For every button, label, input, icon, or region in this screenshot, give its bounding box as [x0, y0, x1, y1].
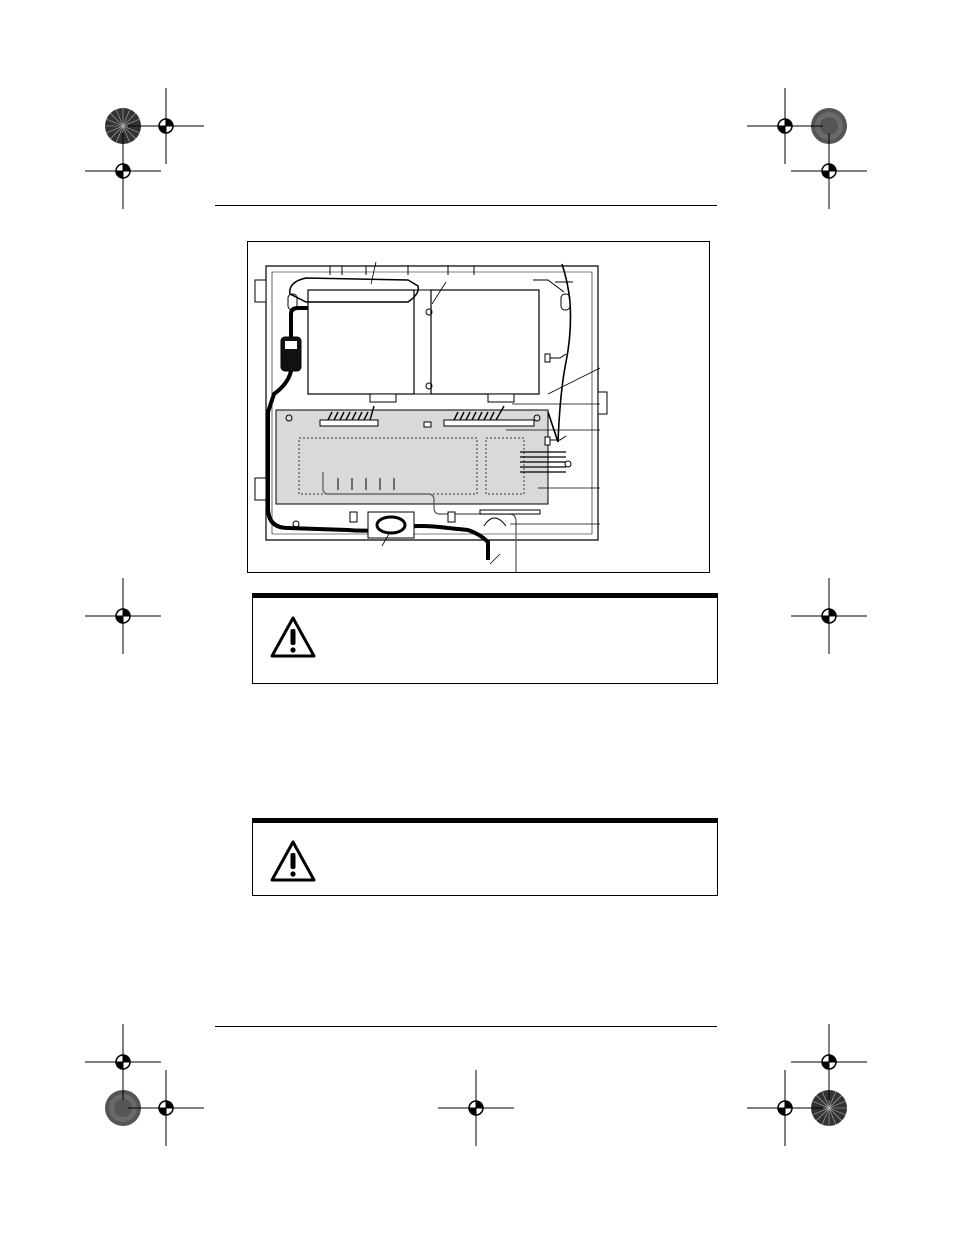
power-supply-left — [308, 290, 414, 394]
registration-mark-bottom-right-b — [789, 1022, 869, 1102]
registration-mark-middle-left — [83, 576, 163, 656]
callout-leader-9 — [490, 554, 500, 564]
enclosure-drawing — [248, 242, 709, 572]
mount-tab-left-lower — [255, 478, 266, 500]
warning-box-1 — [252, 593, 718, 684]
warning-triangle-icon — [269, 615, 317, 659]
footer-rule — [215, 1026, 717, 1027]
callout-leader-1 — [371, 262, 376, 284]
header-rule — [215, 205, 717, 206]
connector-strip-left — [320, 420, 378, 426]
connector-strip-right — [444, 420, 534, 426]
mount-tab-left-upper — [255, 280, 266, 302]
warning-triangle-icon — [269, 839, 317, 883]
enclosure-figure — [247, 241, 710, 573]
warning-box-2 — [252, 818, 718, 896]
power-supply-right — [431, 290, 539, 394]
registration-mark-bottom-center — [436, 1068, 516, 1148]
registration-mark-top-left-b — [83, 131, 163, 211]
mount-tab-right — [598, 392, 607, 414]
registration-mark-top-right-b — [789, 131, 869, 211]
registration-mark-middle-right — [789, 576, 869, 656]
registration-mark-bottom-left-b — [126, 1068, 206, 1148]
